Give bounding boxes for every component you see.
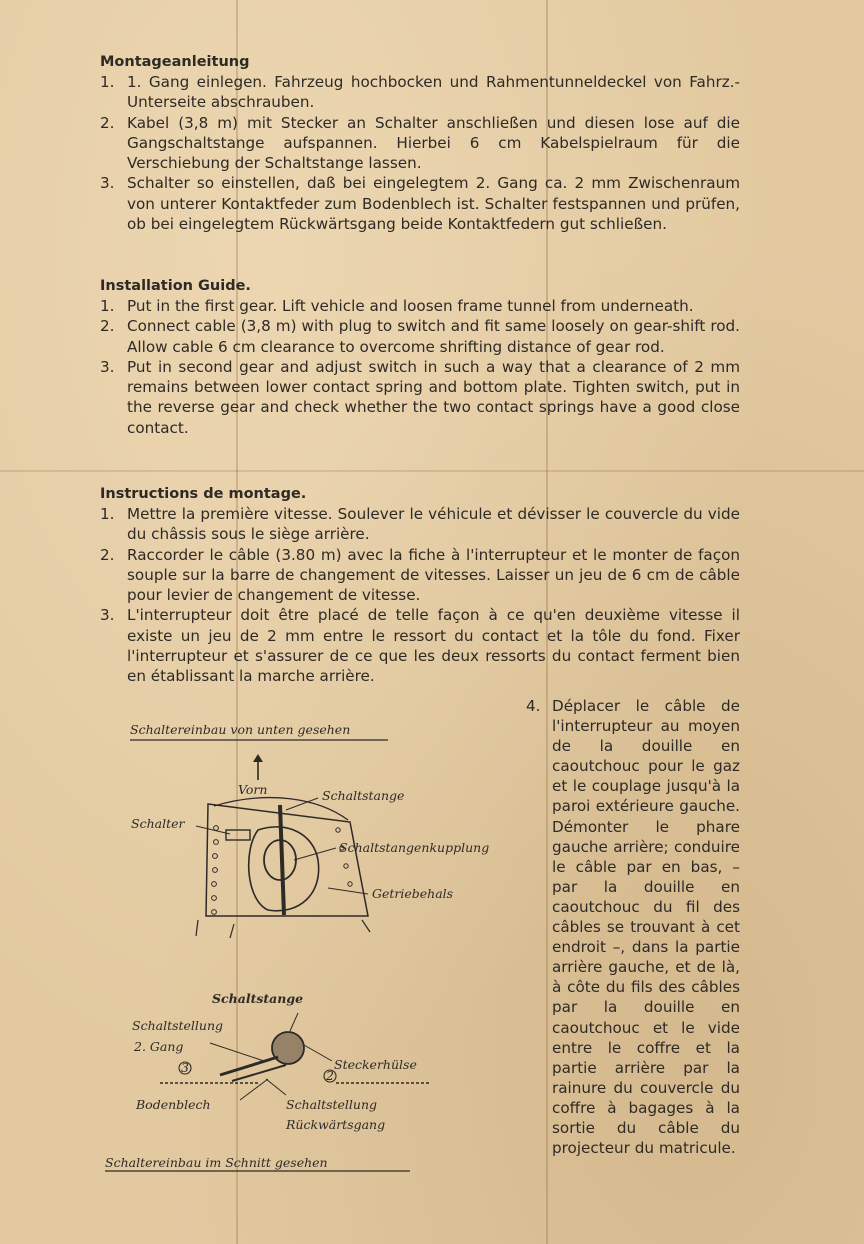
item-number: 1. — [100, 505, 115, 523]
item-text: 1. Gang einlegen. Fahrzeug hochbocken und Rahmentunneldeckel von Fahrz.-Unterseite abschrauben. — [127, 73, 740, 112]
label-rueckwaertsgang: Rückwärtsgang — [286, 1117, 386, 1132]
section-english — [100, 276, 740, 438]
label-schalter: Schalter — [131, 816, 185, 831]
shift-rod-cross-section — [272, 1032, 304, 1064]
step-4-text: Déplacer le câble de l'interrupteur au moyen de la douille en caoutchouc pour le gaz et le couplage jusqu'à la paroi extérieure gauche. Démonter le phare gauche arrière; conduire le câble par en bas, – par la douille en caoutchouc du fil des câbles se trouvant à cet endroit –, dans la partie arrière gauche, et de là, à côte du fils des câbles par la douille en caoutchouc et le vide entre le coffre et la partie arrière par la rainure du couvercle du coffre à bagages à la sortie du câble du projecteur du matricule. — [552, 697, 740, 1158]
item-text: Kabel (3,8 m) mit Stecker an Schalter anschließen und diesen lose auf die Gangschaltstange aufspannen. Hierbei 6 cm Kabelspielraum für die Verschiebung der Schaltstange lassen. — [127, 113, 740, 173]
list-item — [100, 545, 740, 606]
item-text: Put in the first gear. Lift vehicle and loosen frame tunnel from underneath. — [127, 297, 694, 315]
label-2-gang: 2. Gang — [134, 1039, 184, 1054]
label-kupplung: Schaltstangenkupplung — [339, 840, 490, 855]
instruction-list — [100, 72, 740, 234]
section-french — [100, 484, 740, 687]
leader-line — [240, 1079, 268, 1100]
item-number: 3. — [100, 174, 115, 193]
leader-line — [290, 1013, 298, 1031]
item-number: 3. — [100, 357, 115, 376]
item-number: 4. — [526, 697, 541, 715]
list-item — [100, 296, 740, 316]
leader-line — [328, 888, 368, 894]
list-item — [100, 173, 740, 234]
item-text: Put in second gear and adjust switch in such a way that a clearance of 2 mm remains between lower contact spring and bottom plate. Tighten switch, put in the reverse gear and check whether the two contact springs have a good close contact. — [127, 357, 740, 437]
leader-line — [210, 1043, 264, 1061]
leader-line — [266, 1079, 286, 1095]
diagram-bottom-view — [118, 710, 508, 950]
diagram-title: Schaltereinbau von unten gesehen — [130, 722, 351, 737]
diagram-section-view — [100, 985, 500, 1175]
section-german — [100, 52, 740, 234]
list-item — [100, 316, 740, 357]
contact-spring — [220, 1057, 278, 1075]
item-text: Raccorder le câble (3.80 m) avec la fiche à l'interrupteur et le monter de façon souple sur la barre de changement de vitesses. Laisser un jeu de 6 cm de câble pour levier de changement de vitesse. — [127, 545, 740, 605]
instruction-list — [100, 296, 740, 438]
label-getriebehals: Getriebehals — [372, 886, 454, 901]
marker-3-number: 3 — [181, 1060, 189, 1075]
sketch-stroke — [230, 924, 234, 938]
label-schaltstange: Schaltstange — [212, 991, 304, 1006]
item-number: 2. — [100, 545, 115, 564]
step-4-column — [526, 696, 740, 1158]
diagram-title: Schaltereinbau im Schnitt gesehen — [105, 1155, 328, 1170]
leader-line — [196, 826, 230, 834]
list-item — [100, 605, 740, 686]
list-item — [100, 72, 740, 113]
item-text: L'interrupteur doit être placé de telle façon à ce qu'en deuxième vitesse il existe un jeu de 2 mm entre le ressort du contact et la tôle du fond. Fixer l'interrupteur et s'assurer de ce que les deux ressorts du contact ferment bien en établissant la marche arrière. — [127, 606, 740, 686]
sketch-stroke — [362, 920, 370, 932]
label-steckerhulse: Steckerhülse — [334, 1057, 417, 1072]
paper-fold-horizontal — [0, 470, 864, 472]
item-number: 2. — [100, 317, 115, 336]
section-heading: Instructions de montage. — [100, 486, 307, 502]
label-schaltstellung-2-gang: Schaltstellung — [132, 1018, 224, 1033]
shift-rod — [280, 805, 284, 915]
list-item — [100, 357, 740, 438]
switch-body — [226, 830, 250, 840]
label-schaltstellung-rueck: Schaltstellung — [286, 1097, 378, 1112]
arrow-up-icon — [253, 754, 263, 762]
section-heading: Montageanleitung — [100, 54, 250, 70]
leader-line — [304, 1045, 332, 1061]
list-item — [100, 504, 740, 545]
section-heading: Installation Guide. — [100, 278, 251, 294]
sketch-stroke — [196, 920, 198, 936]
item-text: Connect cable (3,8 m) with plug to switch and fit same loosely on gear-shift rod. Allow cable 6 cm clearance to overcome shrifting distance of gear rod. — [127, 317, 740, 356]
label-bodenblech: Bodenblech — [136, 1097, 211, 1112]
list-item — [100, 113, 740, 174]
item-text: Schalter so einstellen, daß bei eingelegtem 2. Gang ca. 2 mm Zwischenraum von unterer Kontaktfeder zum Bodenblech ist. Schalter festspannen und prüfen, ob bei eingelegtem Rückwärtsgang beide Kontaktfedern gut schließen. — [127, 174, 740, 234]
item-number: 1. — [100, 73, 115, 91]
tunnel-frame-outline — [206, 804, 368, 916]
item-number: 3. — [100, 606, 115, 625]
label-vorn: Vorn — [238, 782, 268, 797]
label-schaltstange: Schaltstange — [322, 788, 405, 803]
item-number: 2. — [100, 113, 115, 132]
instruction-list — [100, 504, 740, 687]
item-text: Mettre la première vitesse. Soulever le véhicule et dévisser le couvercle du vide du châssis sous le siège arrière. — [127, 505, 740, 544]
item-number: 1. — [100, 297, 115, 315]
marker-2-number: 2 — [326, 1068, 334, 1083]
